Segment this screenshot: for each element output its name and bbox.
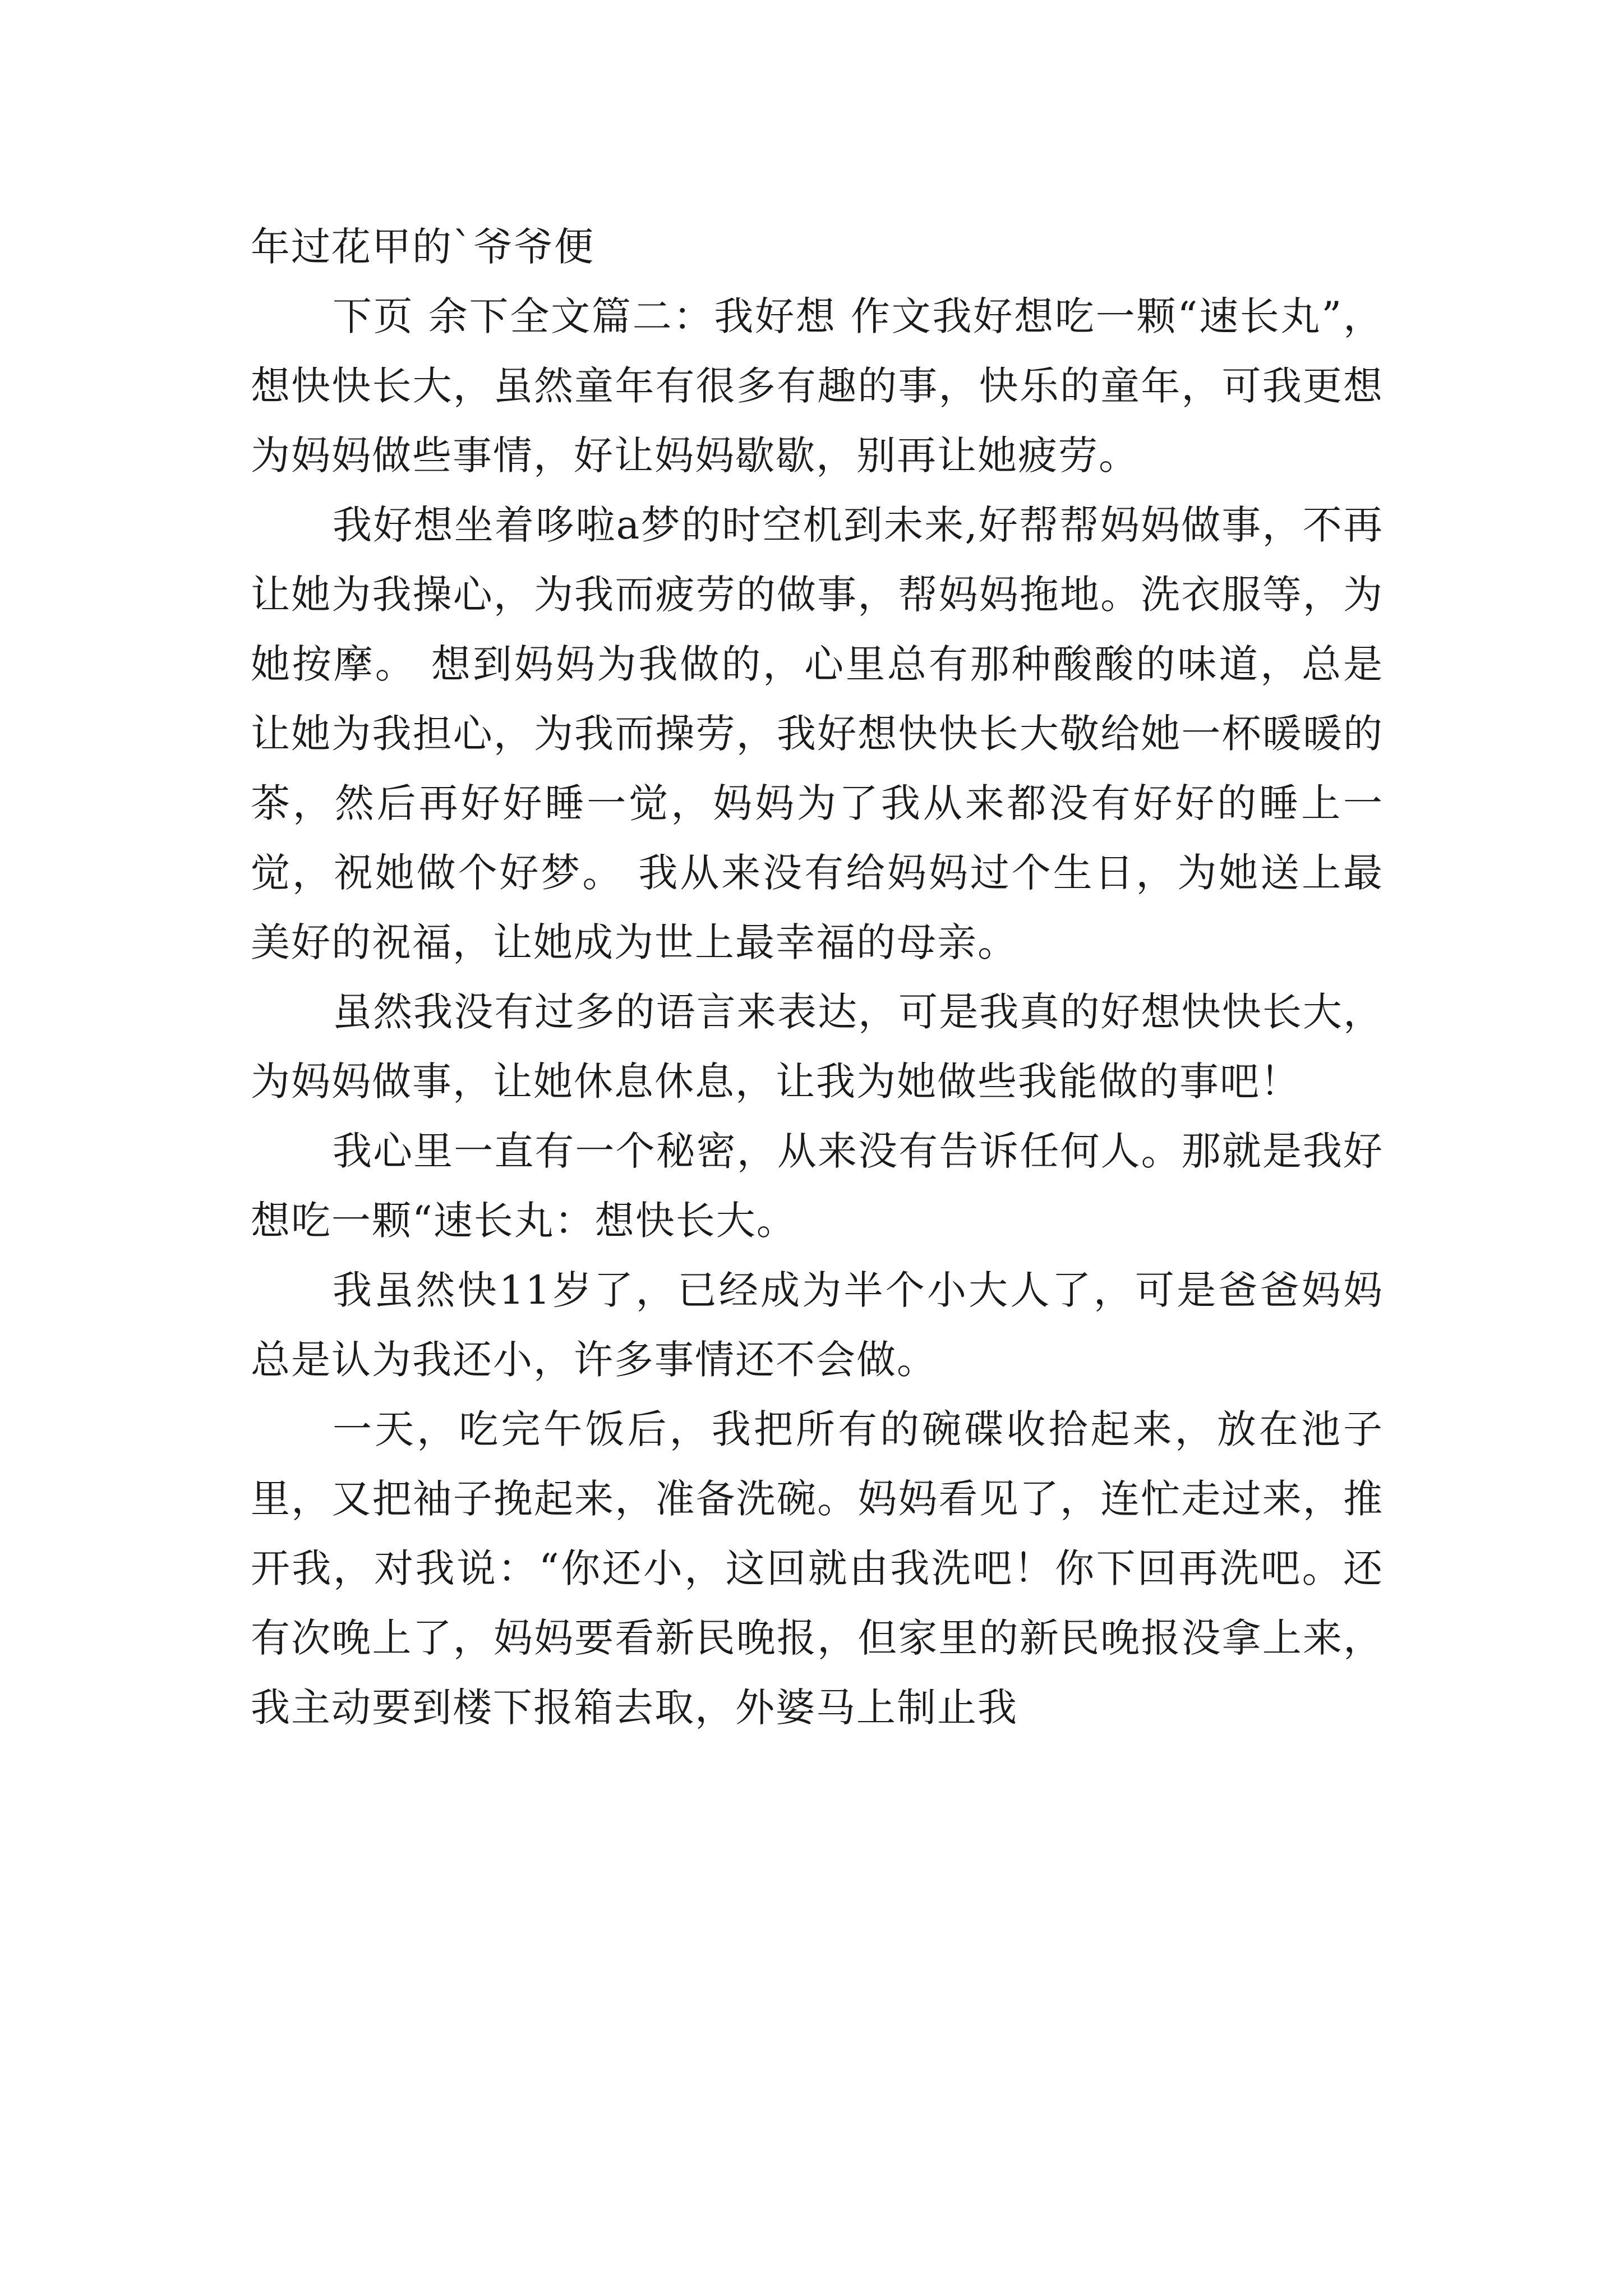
- paragraph-7: 一天，吃完午饭后，我把所有的碗碟收拾起来，放在池子里，又把袖子挽起来，准备洗碗。妈妈看见了，连忙走过来，推开我，对我说：“你还小，这回就由我洗吧！你下回再洗吧。还有次晚上了，妈妈要看新民晚报，但家里的新民晚报没拿上来，我主动要到楼下报箱去取，外婆马上制止我: [251, 1406, 1384, 1731]
- paragraph-2: 下页 余下全文篇二：我好想 作文我好想吃一颗“速长丸”，想快快长大，虽然童年有很多有趣的事，快乐的童年，可我更想为妈妈做些事情，好让妈妈歇歇，别再让她疲劳。: [251, 293, 1384, 478]
- paragraph-4: 虽然我没有过多的语言来表达，可是我真的好想快快长大，为妈妈做事，让她休息休息，让我为她做些我能做的事吧！: [251, 989, 1384, 1105]
- paragraph-6: 我虽然快11岁了，已经成为半个小大人了，可是爸爸妈妈总是认为我还小，许多事情还不会做。: [251, 1267, 1384, 1383]
- paragraph-1: 年过花甲的`爷爷便: [251, 224, 594, 270]
- document-body: [251, 212, 1384, 1742]
- paragraph-3: 我好想坐着哆啦a梦的时空机到未来,好帮帮妈妈做事，不再让她为我操心，为我而疲劳的做事，帮妈妈拖地。洗衣服等，为她按摩。 想到妈妈为我做的，心里总有那种酸酸的味道，总是让她为我担心，为我而操劳，我好想快快长大敬给她一杯暖暖的茶，然后再好好睡一觉，妈妈为了我从来都没有好好的睡上一觉，祝她做个好梦。 我从来没有给妈妈过个生日，为她送上最美好的祝福，让她成为世上最幸福的母亲。: [251, 502, 1384, 965]
- paragraph-5: 我心里一直有一个秘密，从来没有告诉任何人。那就是我好想吃一颗“速长丸：想快长大。: [251, 1128, 1384, 1244]
